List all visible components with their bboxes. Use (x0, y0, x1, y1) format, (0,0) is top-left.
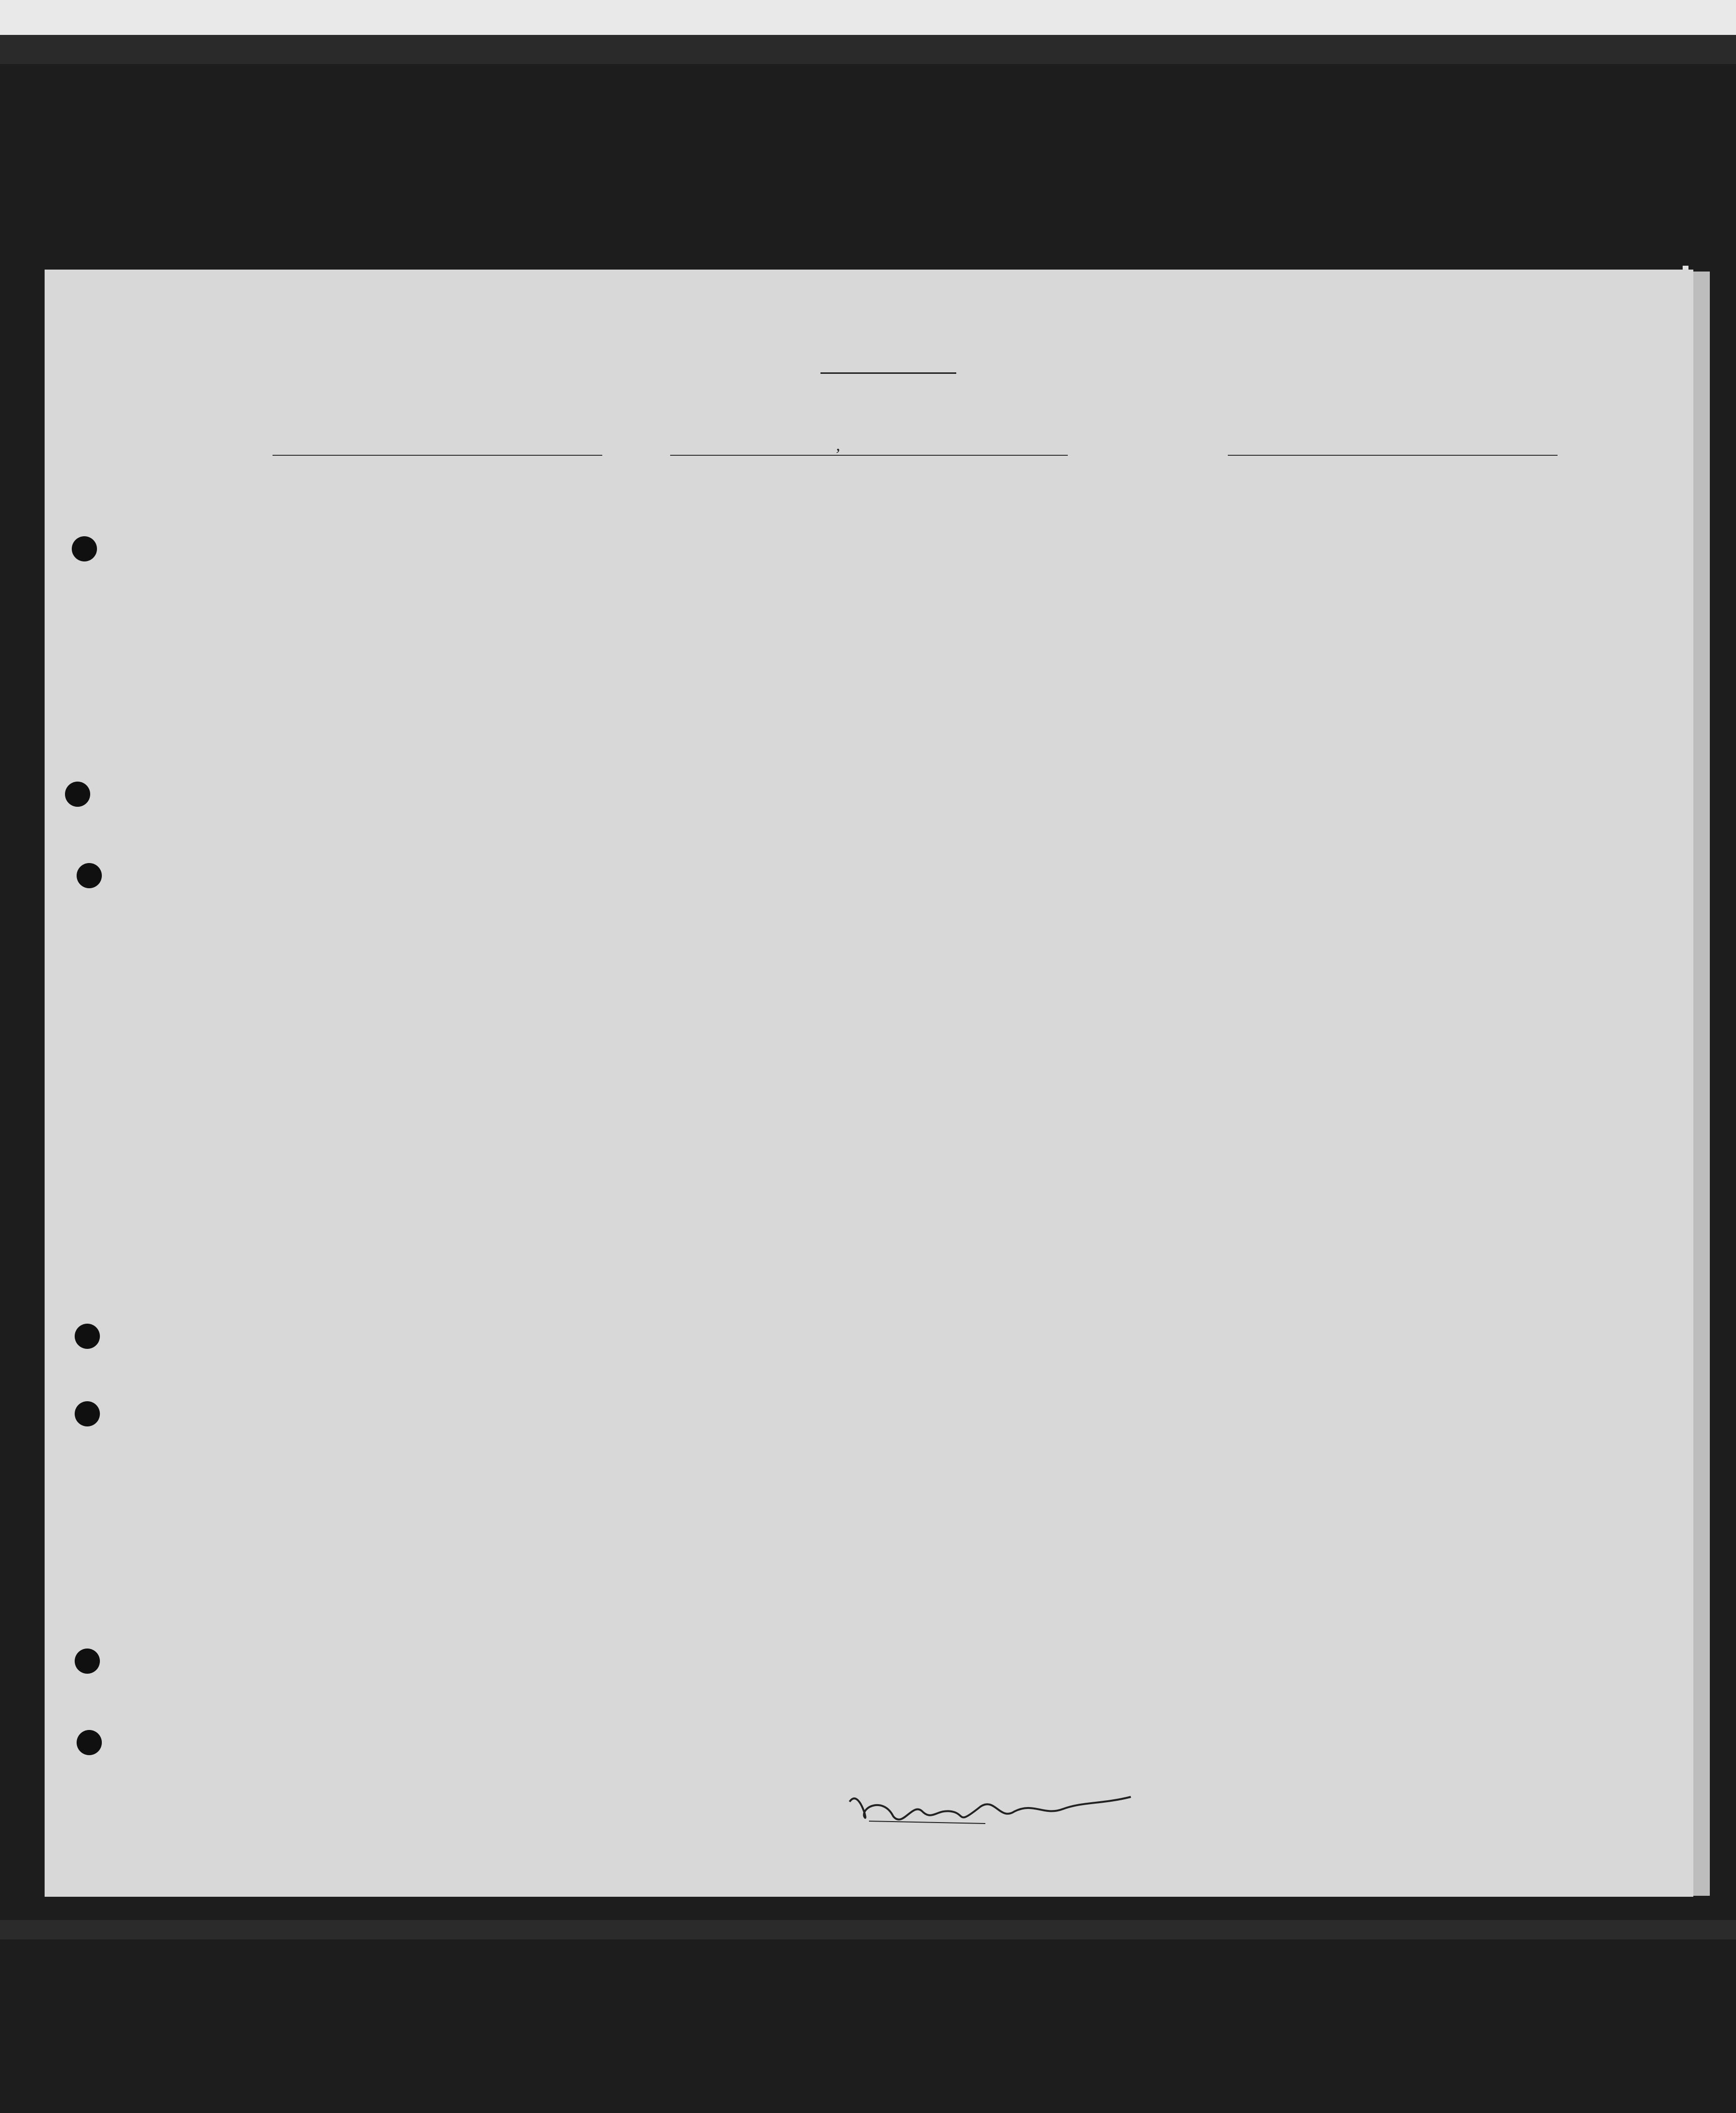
inspector-signature (840, 1782, 1141, 1836)
punch-hole (65, 782, 90, 807)
punch-hole (77, 863, 102, 888)
punch-hole (77, 1730, 102, 1755)
manifest-sheet (45, 270, 1693, 1897)
paper-edge (1693, 272, 1710, 1896)
punch-hole (75, 1324, 100, 1349)
scan-top-border (0, 0, 1736, 35)
microfilm-band (0, 1920, 1736, 1939)
comma: , (836, 435, 840, 454)
punch-hole (72, 536, 97, 561)
punch-hole (75, 1401, 100, 1426)
punch-hole (75, 1649, 100, 1674)
scan-shadow (0, 35, 1736, 64)
table-grid (45, 270, 1693, 1897)
